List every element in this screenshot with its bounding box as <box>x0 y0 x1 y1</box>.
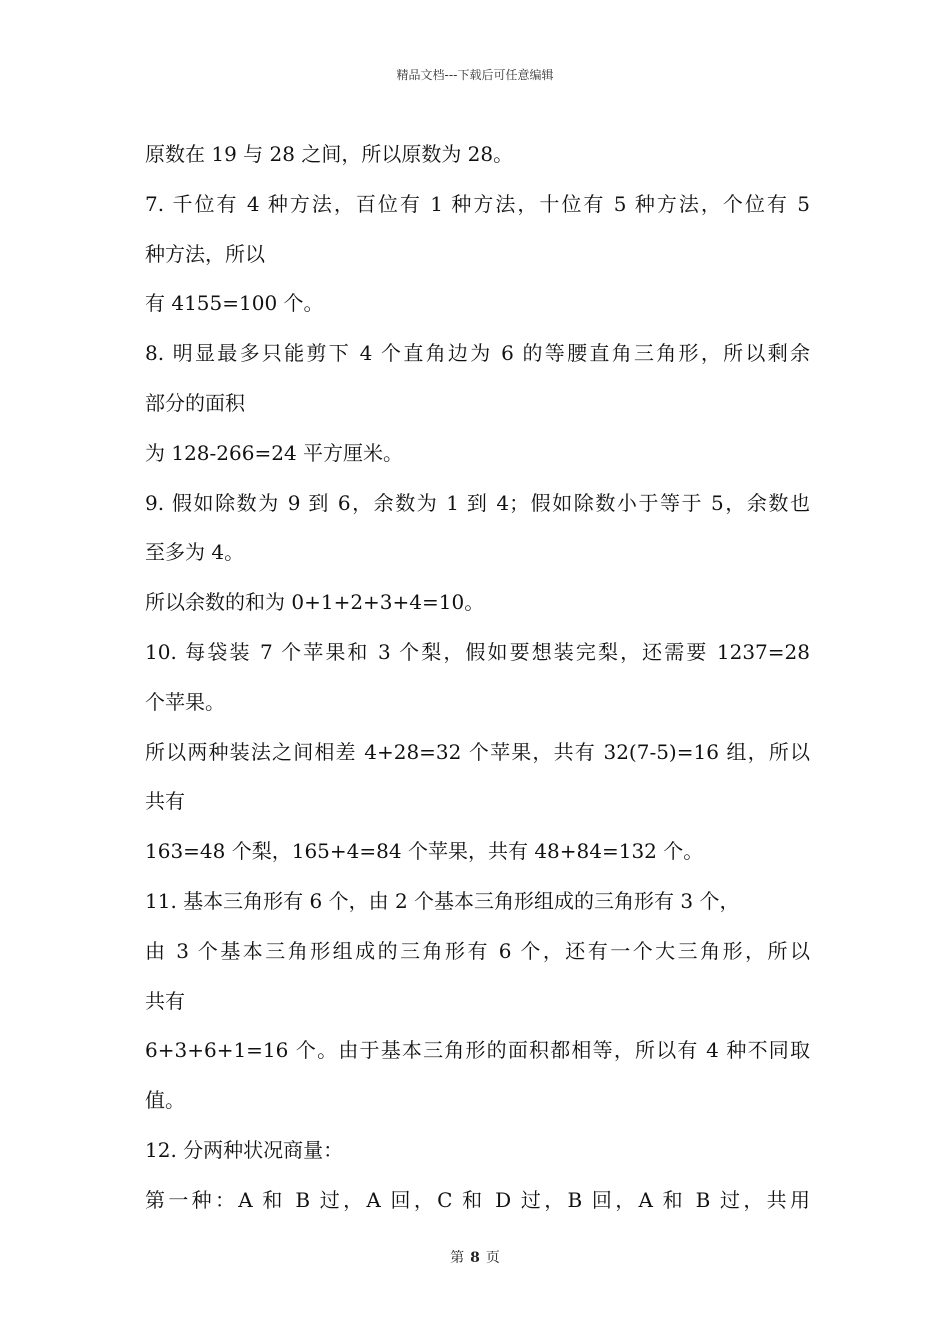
text-line: 11. 基本三角形有 6 个，由 2 个基本三角形组成的三角形有 3 个， <box>145 888 740 913</box>
text-line: 8. 明显最多只能剪下 4 个直角边为 6 的等腰直角三角形，所以剩余 <box>145 341 810 366</box>
text-line: 原数在 19 与 28 之间，所以原数为 28。 <box>145 142 514 166</box>
text-line: 所以两种装法之间相差 4+28=32 个苹果，共有 32(7-5)=16 组，所以 <box>145 739 810 764</box>
text-line: 第一种：A 和 B 过，A 回，C 和 D 过，B 回，A 和 B 过，共用 <box>145 1187 810 1212</box>
text-line: 7. 千位有 4 种方法，百位有 1 种方法，十位有 5 种方法，个位有 5 <box>145 191 810 216</box>
page-footer <box>0 1247 950 1267</box>
page-header: 精品文档---下载后可任意编辑 <box>396 68 554 82</box>
page-number-prefix: 第 <box>450 1250 465 1266</box>
text-line: 9. 假如除数为 9 到 6，余数为 1 到 4；假如除数小于等于 5，余数也 <box>145 490 810 515</box>
text-line: 值。 <box>145 1088 185 1113</box>
text-line: 共有 <box>145 988 185 1013</box>
text-line: 所以余数的和为 0+1+2+3+4=10。 <box>145 590 485 615</box>
page-number: 8 <box>470 1250 480 1266</box>
text-line: 部分的面积 <box>145 390 245 415</box>
text-line: 为 128-266=24 平方厘米。 <box>145 440 404 465</box>
text-line: 个苹果。 <box>145 689 225 714</box>
text-line: 由 3 个基本三角形组成的三角形有 6 个，还有一个大三角形，所以 <box>145 938 810 963</box>
text-line: 种方法，所以 <box>145 241 265 266</box>
text-line: 有 4155=100 个。 <box>145 291 324 316</box>
page-number-suffix: 页 <box>485 1250 500 1266</box>
text-line: 共有 <box>145 789 185 814</box>
document-body <box>145 130 810 1226</box>
text-line: 10. 每袋装 7 个苹果和 3 个梨，假如要想装完梨，还需要 1237=28 <box>145 639 810 664</box>
text-line: 至多为 4。 <box>145 540 245 565</box>
text-line: 6+3+6+1=16 个。由于基本三角形的面积都相等，所以有 4 种不同取 <box>145 1038 810 1063</box>
text-line: 12. 分两种状况商量： <box>145 1137 344 1162</box>
text-line: 163=48 个梨，165+4=84 个苹果，共有 48+84=132 个。 <box>145 839 704 864</box>
